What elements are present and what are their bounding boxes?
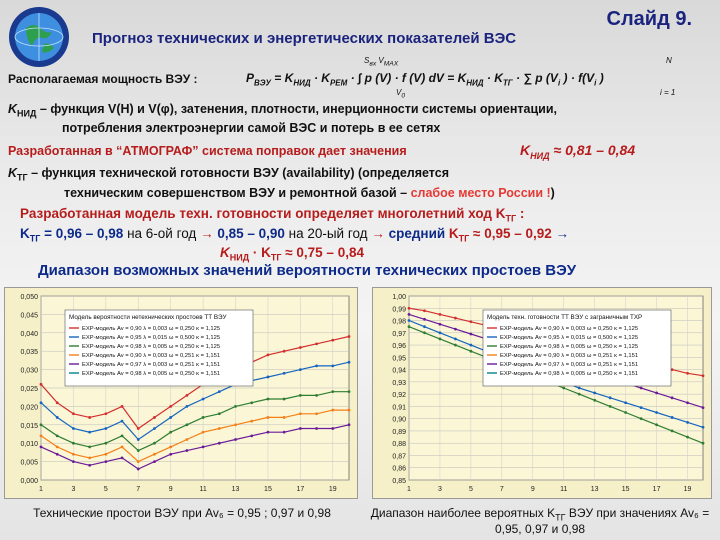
series-point [88, 445, 91, 448]
series-point [469, 333, 472, 336]
x-tick-label: 15 [621, 486, 630, 493]
series-point [408, 307, 411, 310]
series-point [283, 372, 286, 375]
model-statement: Разработанная модель техн. готовности определяет многолетний ход $K_{ТГ}$ : [20, 206, 525, 224]
y-tick-label: 0,89 [392, 428, 406, 436]
availability-chart [372, 287, 712, 499]
x-tick-label: 9 [530, 486, 535, 493]
series-point [267, 376, 270, 379]
series-point [299, 394, 302, 397]
legend-entry: ЕХР-модель Av = 0,97 λ = 0,003 ω = 0,251 κ = 1,151 [82, 362, 221, 368]
series-point [72, 460, 75, 463]
integral-lower-limit: $V_0$ [396, 88, 406, 100]
series-point [702, 442, 705, 445]
y-tick-label: 0,87 [392, 453, 406, 461]
ktg-description: $K_{ТГ}$ – функция технической готовности ВЭУ (availability) (определяется [8, 166, 450, 183]
series-point [348, 335, 351, 338]
legend-entry: ЕХР-модель Av = 0,90 λ = 0,003 ω = 0,250 κ = 1,125 [500, 326, 639, 332]
series-point [169, 445, 172, 448]
caption-right: Диапазон наиболее вероятных $K_{ТГ}$ ВЭУ при значениях Av₆ = 0,95, 0,97 и 0,98 [370, 506, 710, 537]
series-point [185, 405, 188, 408]
series-point [655, 392, 658, 395]
series-point [423, 325, 426, 328]
series-point [562, 387, 565, 390]
slide-number: Слайд 9. [606, 8, 692, 30]
series-point [218, 442, 221, 445]
series-point [454, 317, 457, 320]
caption-left: Технические простои ВЭУ при Av₆ = 0,95 ; 0,97 и 0,98 [33, 506, 331, 520]
series-point [153, 460, 156, 463]
x-tick-label: 3 [437, 486, 442, 493]
series-point [408, 319, 411, 322]
series-point [283, 350, 286, 353]
series-point [40, 383, 43, 386]
x-tick-label: 13 [231, 486, 240, 493]
series-point [593, 392, 596, 395]
series-point [267, 431, 270, 434]
x-tick-label: 5 [103, 486, 108, 493]
y-tick-label: 0,035 [20, 349, 38, 357]
ktg-values: $K_{ТГ} = 0,96 - 0,98$ на 6-ой год → 0,85 – 0,90 на 20-ый год → средний $K_{ТГ} \approx 0,95 - 0,92$ → [20, 226, 570, 244]
series-point [331, 427, 334, 430]
sum-lower-limit: i = 1 [660, 88, 676, 97]
series-point [202, 398, 205, 401]
x-tick-label: 19 [328, 486, 337, 493]
series-point [218, 390, 221, 393]
series-point [153, 442, 156, 445]
sum-upper-limit: N [666, 56, 672, 65]
series-point [315, 342, 318, 345]
series-point [153, 427, 156, 430]
series-point [423, 318, 426, 321]
arrow-right-icon: → [200, 226, 214, 241]
series-point [331, 339, 334, 342]
series-point [671, 396, 674, 399]
series-point [185, 449, 188, 452]
series-point [315, 427, 318, 430]
series-point [671, 416, 674, 419]
legend-entry: ЕХР-модель Av = 0,98 λ = 0,005 ω = 0,250 κ = 1,125 [82, 344, 221, 350]
x-tick-label: 19 [683, 486, 692, 493]
series-point [267, 398, 270, 401]
series-point [88, 457, 91, 460]
series-point [234, 438, 237, 441]
x-tick-label: 1 [39, 486, 43, 493]
knid-value: $K_{НИД} \approx 0,81 - 0,84$ [520, 142, 636, 161]
series-point [104, 453, 107, 456]
series-point [104, 427, 107, 430]
series-point [299, 368, 302, 371]
series-point [439, 338, 442, 341]
series-point [56, 445, 59, 448]
y-tick-label: 0,005 [20, 459, 38, 467]
downtime-chart-svg [5, 288, 357, 498]
series-point [655, 423, 658, 426]
atmograph-note: Разработанная в “АТМОГРАФ” система поправок дает значения [8, 144, 407, 158]
series-point [185, 438, 188, 441]
y-tick-label: 0,85 [392, 478, 406, 485]
series-point [104, 412, 107, 415]
range-title: Диапазон возможных значений вероятности технических простоев ВЭУ [38, 262, 577, 279]
series-point [299, 412, 302, 415]
series-point [686, 372, 689, 375]
series-point [283, 416, 286, 419]
series-point [315, 365, 318, 368]
x-tick-label: 15 [264, 486, 272, 493]
series-point [578, 387, 581, 390]
series-point [40, 423, 43, 426]
series-point [121, 445, 124, 448]
series-point [439, 323, 442, 326]
series-point [331, 409, 334, 412]
series-point [121, 405, 124, 408]
series-point [202, 431, 205, 434]
legend-entry: ЕХР-модель Av = 0,98 λ = 0,005 ω = 0,250 κ = 1,151 [500, 371, 639, 377]
series-point [624, 401, 627, 404]
series-point [72, 412, 75, 415]
series-point [469, 350, 472, 353]
series-point [348, 423, 351, 426]
ktg-description-line2: техническим совершенством ВЭУ и ремонтной базой – слабое место России !) [64, 186, 555, 200]
series-point [72, 442, 75, 445]
y-tick-label: 0,88 [392, 441, 406, 449]
series-point [609, 396, 612, 399]
series-point [331, 365, 334, 368]
series-point [218, 427, 221, 430]
y-tick-label: 0,020 [20, 404, 38, 412]
globe-logo-icon [8, 6, 70, 68]
series-point [137, 449, 140, 452]
series-point [702, 406, 705, 409]
y-tick-label: 0,98 [392, 318, 406, 326]
series-point [299, 427, 302, 430]
series-point [250, 401, 253, 404]
series-point [218, 412, 221, 415]
legend-entry: ЕХР-модель Av = 0,90 λ = 0,003 ω = 0,251 κ = 1,151 [82, 353, 221, 359]
series-point [686, 436, 689, 439]
series-point [40, 401, 43, 404]
y-tick-label: 0,91 [392, 404, 406, 412]
series-point [88, 464, 91, 467]
downtime-chart [4, 287, 358, 499]
series-point [454, 344, 457, 347]
x-tick-label: 3 [71, 486, 76, 493]
series-point [88, 416, 91, 419]
series-point [104, 460, 107, 463]
power-formula [246, 54, 686, 104]
x-tick-label: 1 [407, 486, 411, 493]
y-tick-label: 1,00 [392, 294, 406, 301]
series-point [348, 409, 351, 412]
series-point [315, 394, 318, 397]
arrow-right-icon: → [555, 226, 570, 241]
series-point [72, 453, 75, 456]
y-tick-label: 0,015 [20, 422, 38, 430]
y-tick-label: 0,90 [392, 416, 406, 424]
series-point [439, 331, 442, 334]
series-point [283, 398, 286, 401]
series-point [169, 416, 172, 419]
series-point [348, 361, 351, 364]
arrow-right-icon: → [371, 226, 385, 241]
series-point [702, 426, 705, 429]
y-tick-label: 0,93 [392, 379, 406, 387]
series-point [137, 427, 140, 430]
series-point [234, 423, 237, 426]
series-point [56, 401, 59, 404]
y-tick-label: 0,050 [20, 294, 38, 301]
formula-main: $P_{ВЭУ} = K_{НИД} \cdot K_{РЕМ}$ · ∫ p (V) · f (V) dV = $K_{НИД} \cdot K_{ТГ}$ · ∑ p ($V_i$ ) · $f(V_i$ ) [246, 71, 604, 88]
series-point [121, 420, 124, 423]
y-tick-label: 0,95 [392, 355, 406, 363]
series-point [72, 427, 75, 430]
series-point [121, 457, 124, 460]
page-title: Прогноз технических и энергетических показателей ВЭС [92, 30, 517, 47]
series-point [299, 346, 302, 349]
legend-entry: ЕХР-модель Av = 0,95 λ = 0,015 ω = 0,500 κ = 1,125 [82, 335, 221, 341]
x-tick-label: 7 [136, 486, 141, 493]
series-point [40, 445, 43, 448]
series-point [655, 411, 658, 414]
integral-upper-limit: $S_{вх}$ $V_{MAX}$ [364, 56, 399, 68]
x-tick-label: 11 [560, 486, 568, 493]
y-tick-label: 0,025 [20, 386, 38, 393]
series-point [250, 434, 253, 437]
legend-entry: ЕХР-модель Av = 0,97 λ = 0,003 ω = 0,251 κ = 1,151 [500, 362, 639, 368]
legend-title: Модель техн. готовности ТТ ВЭУ с заграничным ТХР [487, 314, 643, 321]
series-point [202, 416, 205, 419]
legend-entry: ЕХР-модель Av = 0,98 λ = 0,005 ω = 0,250 κ = 1,125 [500, 344, 639, 350]
y-tick-label: 0,030 [20, 367, 38, 375]
series-point [153, 453, 156, 456]
y-tick-label: 0,045 [20, 312, 38, 320]
y-tick-label: 0,010 [20, 441, 38, 449]
legend-title: Модель вероятности нетехнических простоев ТТ ВЭУ [69, 314, 227, 321]
series-point [593, 399, 596, 402]
series-point [267, 416, 270, 419]
series-point [56, 453, 59, 456]
series-point [640, 406, 643, 409]
series-point [702, 374, 705, 377]
series-point [469, 320, 472, 323]
legend-entry: ЕХР-модель Av = 0,90 λ = 0,003 ω = 0,251 κ = 1,151 [500, 353, 639, 359]
series-point [331, 390, 334, 393]
series-point [408, 325, 411, 328]
legend-entry: ЕХР-модель Av = 0,95 λ = 0,015 ω = 0,500 κ = 1,125 [500, 335, 639, 341]
series-point [56, 434, 59, 437]
series-point [88, 431, 91, 434]
series-point [624, 411, 627, 414]
series-point [185, 394, 188, 397]
available-power-label: Располагаемая мощность ВЭУ : [8, 72, 198, 86]
knid-description: $K_{НИД}$ – функция V(H) и V(φ), затенения, плотности, инерционности системы ориентации, [8, 102, 557, 119]
y-tick-label: 0,92 [392, 392, 406, 400]
x-tick-label: 13 [590, 486, 599, 493]
series-point [121, 434, 124, 437]
legend-entry: ЕХР-модель Av = 0,90 λ = 0,003 ω = 0,250 κ = 1,125 [82, 326, 221, 332]
series-point [640, 387, 643, 390]
series-point [578, 393, 581, 396]
x-tick-label: 11 [199, 486, 207, 493]
series-point [267, 353, 270, 356]
series-point [56, 416, 59, 419]
x-tick-label: 7 [499, 486, 504, 493]
series-point [408, 313, 411, 316]
y-tick-label: 0,99 [392, 306, 406, 314]
product-value: $K_{НИД} \cdot K_{ТГ} \approx 0,75 - 0,84$ [220, 245, 364, 263]
series-point [153, 416, 156, 419]
series-point [250, 420, 253, 423]
x-tick-label: 5 [468, 486, 473, 493]
y-tick-label: 0,94 [392, 367, 406, 375]
legend-entry: ЕХР-модель Av = 0,98 λ = 0,005 ω = 0,250 κ = 1,151 [82, 371, 221, 377]
series-point [169, 431, 172, 434]
series-point [137, 438, 140, 441]
series-point [423, 309, 426, 312]
x-tick-label: 17 [652, 486, 661, 493]
knid-description-line2: потребления электроэнергии самой ВЭС и потерь в ее сетях [62, 121, 441, 135]
series-point [202, 445, 205, 448]
series-point [423, 331, 426, 334]
series-point [315, 412, 318, 415]
y-tick-label: 0,000 [20, 478, 38, 485]
series-point [137, 468, 140, 471]
series-point [454, 328, 457, 331]
series-point [169, 405, 172, 408]
y-tick-label: 0,97 [392, 330, 406, 338]
series-point [283, 431, 286, 434]
series-point [40, 434, 43, 437]
series-point [454, 338, 457, 341]
series-point [185, 423, 188, 426]
series-point [439, 313, 442, 316]
x-tick-label: 17 [296, 486, 305, 493]
series-point [671, 430, 674, 433]
availability-chart-svg [373, 288, 711, 498]
series-point [137, 460, 140, 463]
series-point [469, 344, 472, 347]
series-point [234, 405, 237, 408]
x-tick-label: 9 [168, 486, 173, 493]
y-tick-label: 0,040 [20, 330, 38, 338]
y-tick-label: 0,96 [392, 343, 406, 351]
series-point [104, 442, 107, 445]
series-point [348, 390, 351, 393]
series-point [686, 401, 689, 404]
y-tick-label: 0,86 [392, 465, 406, 473]
series-point [640, 417, 643, 420]
series-point [686, 421, 689, 424]
series-point [609, 405, 612, 408]
series-point [169, 453, 172, 456]
